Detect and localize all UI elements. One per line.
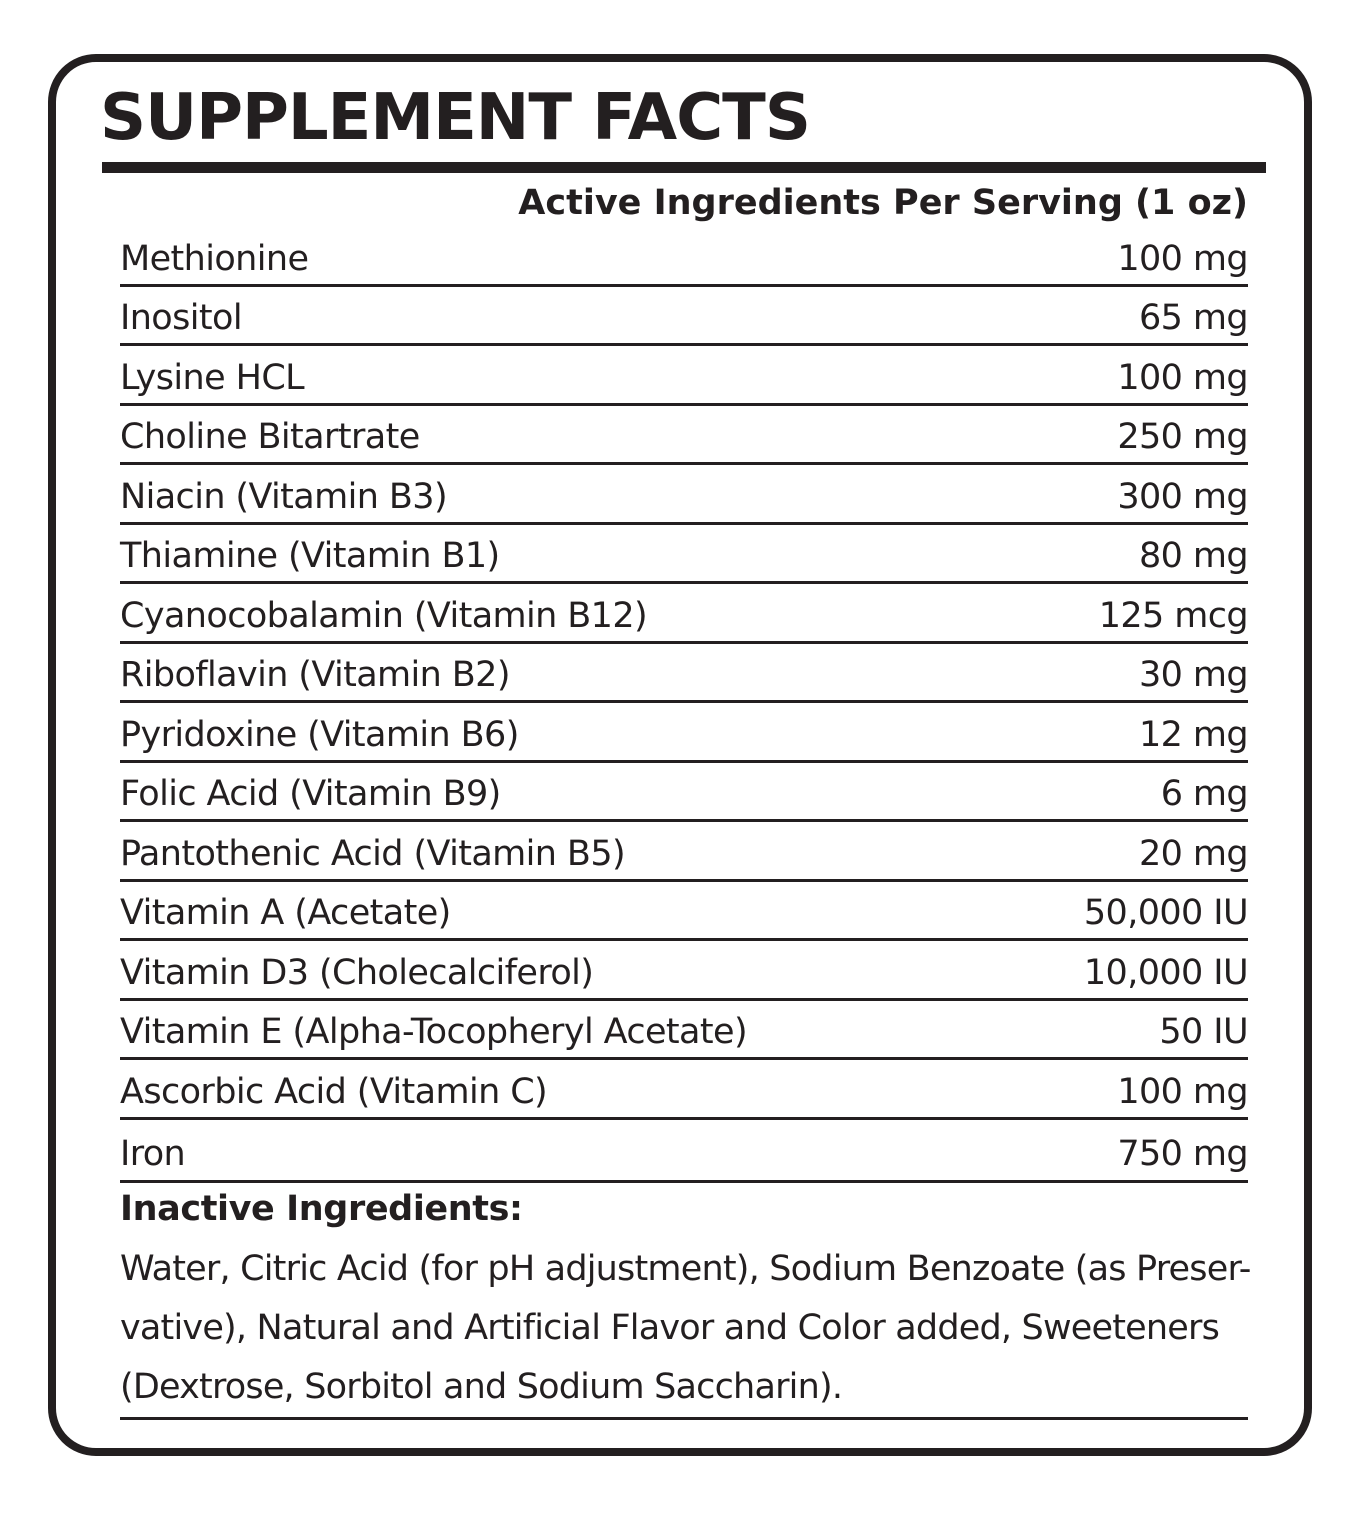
ingredient-name: Vitamin A (Acetate)	[120, 893, 451, 933]
ingredient-name: Cyanocobalamin (Vitamin B12)	[120, 595, 648, 636]
ingredient-amount: 250 mg	[1117, 417, 1248, 457]
ingredient-name: Riboflavin (Vitamin B2)	[120, 655, 510, 695]
ingredient-name: Iron	[120, 1134, 186, 1174]
ingredient-amount: 30 mg	[1139, 655, 1248, 695]
ingredient-name: Folic Acid (Vitamin B9)	[120, 774, 501, 814]
ingredient-row	[120, 644, 1248, 704]
ingredient-name: Pantothenic Acid (Vitamin B5)	[120, 833, 626, 874]
ingredient-amount: 300 mg	[1117, 476, 1248, 517]
ingredient-amount: 65 mg	[1139, 298, 1248, 338]
ingredient-row	[120, 584, 1248, 644]
ingredient-name: Vitamin D3 (Cholecalciferol)	[120, 952, 594, 993]
inactive-ingredients-heading: Inactive Ingredients:	[120, 1189, 523, 1229]
ingredient-amount: 50 IU	[1159, 1012, 1248, 1052]
ingredient-amount: 50,000 IU	[1083, 893, 1248, 933]
ingredient-row	[120, 1060, 1248, 1120]
inactive-ingredients-line: Water, Citric Acid (for pH adjustment), Sodium Benzoate (as Preser-	[120, 1249, 1251, 1289]
ingredient-row	[120, 822, 1248, 882]
ingredient-name: Pyridoxine (Vitamin B6)	[120, 714, 519, 755]
ingredient-amount: 6 mg	[1160, 774, 1248, 814]
ingredient-row	[120, 287, 1248, 347]
ingredient-name: Ascorbic Acid (Vitamin C)	[120, 1071, 548, 1112]
ingredient-name: Thiamine (Vitamin B1)	[120, 536, 500, 576]
ingredient-amount: 10,000 IU	[1083, 952, 1248, 993]
inactive-divider	[120, 1180, 1248, 1183]
ingredient-row	[120, 882, 1248, 942]
label-title: SUPPLEMENT FACTS	[100, 81, 810, 155]
title-divider	[102, 162, 1266, 173]
ingredient-list	[120, 227, 1248, 1179]
ingredient-amount: 80 mg	[1139, 536, 1248, 576]
ingredient-row	[120, 465, 1248, 525]
ingredient-row	[120, 763, 1248, 823]
ingredient-name: Vitamin E (Alpha-Tocopheryl Acetate)	[120, 1012, 747, 1052]
inactive-ingredients-line: (Dextrose, Sorbitol and Sodium Saccharin).	[120, 1367, 843, 1407]
ingredient-row	[120, 1120, 1248, 1180]
ingredient-name: Lysine HCL	[120, 357, 305, 398]
inactive-ingredients-text	[120, 1240, 1250, 1417]
ingredient-name: Methionine	[120, 238, 309, 279]
ingredient-row	[120, 227, 1248, 287]
ingredient-amount: 750 mg	[1117, 1134, 1248, 1174]
serving-header: Active Ingredients Per Serving (1 oz)	[518, 183, 1248, 223]
ingredient-row	[120, 525, 1248, 585]
ingredient-name: Niacin (Vitamin B3)	[120, 476, 448, 517]
ingredient-row	[120, 703, 1248, 763]
ingredient-amount: 100 mg	[1117, 1071, 1248, 1112]
ingredient-row	[120, 406, 1248, 466]
ingredient-amount: 20 mg	[1139, 833, 1248, 874]
ingredient-amount: 100 mg	[1117, 238, 1248, 279]
bottom-divider	[120, 1417, 1248, 1420]
ingredient-row	[120, 941, 1248, 1001]
ingredient-row	[120, 1001, 1248, 1061]
ingredient-amount: 12 mg	[1139, 714, 1248, 755]
ingredient-amount: 100 mg	[1117, 357, 1248, 398]
ingredient-amount: 125 mcg	[1098, 595, 1248, 636]
ingredient-name: Choline Bitartrate	[120, 417, 420, 457]
ingredient-row	[120, 346, 1248, 406]
inactive-ingredients-line: vative), Natural and Artificial Flavor and Color added, Sweeteners	[120, 1308, 1220, 1348]
ingredient-name: Inositol	[120, 298, 242, 338]
